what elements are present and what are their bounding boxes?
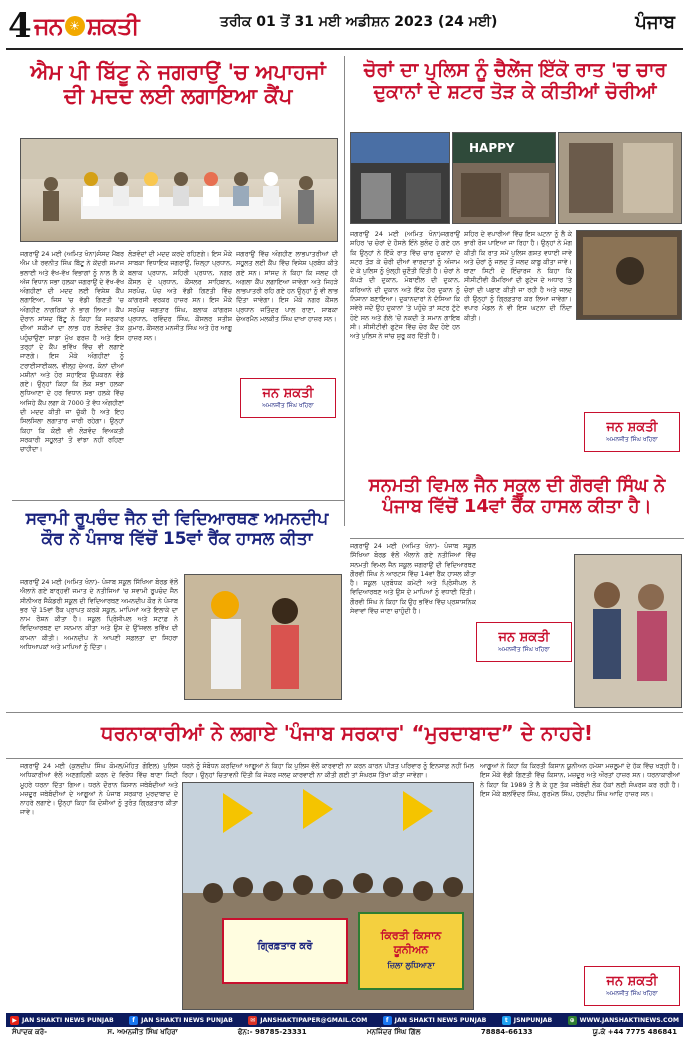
issue-date: ਤਰੀਕ 01 ਤੋਂ 31 ਮਈ ਅਡੀਸ਼ਨ 2023 (24 ਮਈ) bbox=[220, 14, 498, 30]
jan-shakti-stamp-2 bbox=[584, 412, 680, 452]
social-label: JAN SHAKTI NEWS PUNJAB bbox=[394, 1016, 487, 1024]
stamp-sub-2: ਅਮਨਜੀਤ ਸਿੰਘ ਖਹਿਰਾ bbox=[606, 436, 658, 443]
email-icon: ✉ bbox=[250, 1016, 256, 1024]
credit-editor-name: ਸ. ਅਮਨਜੀਤ ਸਿੰਘ ਖਹਿਰਾ bbox=[107, 1028, 178, 1036]
story3-body: ਜਗਰਾਉਂ 24 ਮਈ (ਅਮਿਤ ਖੰਨਾ)- ਪੰਜਾਬ ਸਕੂਲ ਸਿੱਖਿਆ ਬੋਰਡ ਵੱਲੋਂ ਐਲਾਨੇ ਗਏ ਬਾਰ੍ਹਵੀਂ ਜਮਾਤ ਦੇ ਨਤੀਜਿਆਂ 'ਚ ਸਵਾਮੀ ਰੂਪਚੰਦ ਜੈਨ ਸੀਨੀਅਰ ਸੈਕੰਡਰੀ ਸਕੂਲ ਦੀ ਵਿਦਿਆਰਥਣ ਅਮਨਦੀਪ ਕੌਰ ਨੇ ਪੰਜਾਬ ਭਰ 'ਚੋਂ 15ਵਾਂ ਰੈਂਕ ਪ੍ਰਾਪਤ ਕਰਕੇ ਸਕੂਲ, ਮਾਪਿਆਂ ਅਤੇ ਇਲਾਕੇ ਦਾ ਨਾਮ ਰੌਸ਼ਨ ਕੀਤਾ ਹੈ। ਸਕੂਲ ਪ੍ਰਿੰਸੀਪਲ ਅਤੇ ਸਟਾਫ਼ ਨੇ ਵਿਦਿਆਰਥਣ ਦਾ ਸਨਮਾਨ ਕੀਤਾ ਅਤੇ ਉਸ ਦੇ ਉੱਜਵਲ ਭਵਿੱਖ ਦੀ ਕਾਮਨਾ ਕੀਤੀ। ਅਮਨਦੀਪ ਨੇ ਆਪਣੀ ਸਫ਼ਲਤਾ ਦਾ ਸਿਹਰਾ ਅਧਿਆਪਕਾਂ ਅਤੇ ਮਾਪਿਆਂ ਨੂੰ ਦਿੱਤਾ। bbox=[20, 578, 178, 652]
social-label: JAN SHAKTI NEWS PUNJAB bbox=[141, 1016, 233, 1024]
social-facebook[interactable] bbox=[129, 1016, 233, 1025]
story4-body: ਜਗਰਾਉਂ 24 ਮਈ (ਅਮਿਤ ਖੰਨਾ)- ਪੰਜਾਬ ਸਕੂਲ ਸਿੱਖਿਆ ਬੋਰਡ ਵੱਲੋਂ ਐਲਾਨੇ ਗਏ ਨਤੀਜਿਆਂ ਵਿੱਚ ਸਨਮਤੀ ਵਿਮਲ ਜੈਨ ਸਕੂਲ ਜਗਰਾਉਂ ਦੀ ਵਿਦਿਆਰਥਣ ਗੌਰਵੀ ਸਿੰਘ ਨੇ ਆਰਟਸ ਵਿੱਚ 14ਵਾਂ ਰੈਂਕ ਹਾਸਲ ਕੀਤਾ ਹੈ। ਸਕੂਲ ਪ੍ਰਬੰਧਕ ਕਮੇਟੀ ਅਤੇ ਪ੍ਰਿੰਸੀਪਲ ਨੇ ਵਿਦਿਆਰਥਣ ਅਤੇ ਉਸ ਦੇ ਮਾਪਿਆਂ ਨੂੰ ਵਧਾਈ ਦਿੱਤੀ। ਗੌਰਵੀ ਸਿੰਘ ਨੇ ਕਿਹਾ ਕਿ ਉਹ ਭਵਿੱਖ ਵਿੱਚ ਪ੍ਰਸ਼ਾਸਨਿਕ ਸੇਵਾਵਾਂ ਵਿੱਚ ਜਾਣਾ ਚਾਹੁੰਦੀ ਹੈ। bbox=[350, 542, 476, 616]
social-label: JANSHAKTIPAPER@GMAIL.COM bbox=[260, 1016, 368, 1024]
story5-banner-text: ਕਿਰਤੀ ਕਿਸਾਨ ਯੂਨੀਅਨ bbox=[380, 929, 442, 956]
story5-banner-sub: ਜ਼ਿਲਾ ਲੁਧਿਆਣਾ bbox=[387, 961, 435, 970]
footer-credits bbox=[6, 1028, 683, 1040]
column-divider bbox=[344, 56, 345, 526]
story2-photo-interior bbox=[558, 132, 682, 224]
section-divider bbox=[12, 500, 344, 501]
social-label: WWW.JANSHAKTINEWS.COM bbox=[579, 1016, 679, 1024]
jan-shakti-stamp bbox=[240, 378, 336, 418]
social-website[interactable] bbox=[568, 1016, 679, 1025]
story3-headline bbox=[12, 510, 342, 549]
story4-headline-line2: ਪੰਜਾਬ ਵਿੱਚੋਂ 14ਵਾਂ ਰੈਂਕ ਹਾਸਲ ਕੀਤਾ ਹੈ। bbox=[382, 495, 652, 517]
footer-social-bar bbox=[6, 1013, 683, 1027]
story2-body-col1: ਜਗਰਾਉਂ 24 ਮਈ (ਅਮਿਤ ਖੰਨਾ)ਜਗਰਾਉਂ ਸ਼ਹਿਰ 'ਚ ਚੋਰਾਂ ਦੇ ਹੌਸਲੇ ਇੰਨੇ ਬੁਲੰਦ ਹੋ ਗਏ ਹਨ ਕਿ ਉਨ੍ਹਾਂ ਨੇ ਇੱਕੋ ਰਾਤ ਵਿੱਚ ਚਾਰ ਦੁਕਾਨਾਂ ਦੇ ਸ਼ਟਰ ਤੋੜ ਕੇ ਚੋਰੀ ਦੀਆਂ ਵਾਰਦਾਤਾਂ ਨੂੰ ਅੰਜਾਮ ਦੇ ਕੇ ਪੁਲਿਸ ਨੂੰ ਖੁੱਲ੍ਹੀ ਚੁਣੌਤੀ ਦਿੱਤੀ ਹੈ। ਚੋਰਾਂ ਨੇ ਕੱਪੜੇ ਦੀ ਦੁਕਾਨ, ਮੋਬਾਈਲ ਦੀ ਦੁਕਾਨ, ਕਰਿਆਨੇ ਦੀ ਦੁਕਾਨ ਅਤੇ ਇੱਕ ਹੋਰ ਦੁਕਾਨ ਨੂੰ ਨਿਸ਼ਾਨਾ ਬਣਾਇਆ। ਦੁਕਾਨਦਾਰਾਂ ਨੇ ਦੱਸਿਆ ਕਿ ਸਵੇਰੇ ਜਦੋਂ ਉਹ ਦੁਕਾਨਾਂ 'ਤੇ ਪਹੁੰਚੇ ਤਾਂ ਸ਼ਟਰ ਟੁੱਟੇ ਹੋਏ ਸਨ ਅਤੇ ਗੱਲੇ 'ਚੋਂ ਨਕਦੀ ਤੇ ਸਮਾਨ ਗਾਇਬ ਸੀ। ਸੀਸੀਟੀਵੀ ਫੁਟੇਜ ਵਿੱਚ ਚੋਰ ਕੈਦ ਹੋਏ ਹਨ ਅਤੇ ਪੁਲਿਸ ਨੇ ਜਾਂਚ ਸ਼ੁਰੂ ਕਰ ਦਿੱਤੀ ਹੈ। bbox=[350, 230, 460, 341]
credit-uk-phone: ਯੂ.ਕੇ +44 7775 486841 bbox=[592, 1028, 677, 1036]
story1-body-col2: ਲੋੜਵੰਦਾਂ ਦੀ ਮਦਦ ਕਰਦੇ ਰਹਿਣਗੇ। ਇਸ ਮੌਕੇ ਸਾਬਕਾ ਵਿਧਾਇਕ ਜਗਰਾਉਂ, ਜ਼ਿਲ੍ਹਾ ਪ੍ਰਧਾਨ, ਬਲਾਕ ਪ੍ਰਧਾਨ, ਸ਼ਹਿਰੀ ਪ੍ਰਧਾਨ, ਨਗਰ ਕੌਂਸਲ ਦੇ ਪ੍ਰਧਾਨ, ਕੌਂਸਲਰ ਸਾਹਿਬਾਨ, ਸਰਪੰਚ, ਪੰਚ ਅਤੇ ਵੱਡੀ ਗਿਣਤੀ ਵਿੱਚ ਕਾਂਗਰਸੀ ਵਰਕਰ ਹਾਜ਼ਰ ਸਨ। ਇਸ ਮੌਕੇ ਸਰਪੰਚ ਜਗਤਾਰ ਸਿੰਘ, ਬਲਾਕ ਕਾਂਗਰਸ ਪ੍ਰਧਾਨ, ਰਵਿੰਦਰ ਸਿੰਘ, ਕੌਂਸਲਰ ਸਤੀਸ਼ ਕੁਮਾਰ, ਕੌਂਸਲਰ ਮਨਜੀਤ ਸਿੰਘ ਅਤੇ ਹੋਰ ਆਗੂ ਹਾਜ਼ਰ ਸਨ। bbox=[128, 250, 232, 342]
social-twitter[interactable] bbox=[502, 1016, 552, 1025]
section-name: ਪੰਜਾਬ bbox=[635, 12, 675, 33]
story3-photo bbox=[184, 574, 342, 700]
masthead bbox=[6, 4, 683, 50]
paper-logo bbox=[34, 10, 139, 42]
page-number: 4 bbox=[8, 6, 32, 46]
story2-body-col2: ਸ਼ਹਿਰ ਦੇ ਵਪਾਰੀਆਂ ਵਿੱਚ ਇਸ ਘਟਨਾ ਨੂੰ ਲੈ ਕੇ ਭਾਰੀ ਰੋਸ ਪਾਇਆ ਜਾ ਰਿਹਾ ਹੈ। ਉਨ੍ਹਾਂ ਨੇ ਮੰਗ ਕੀਤੀ ਕਿ ਰਾਤ ਸਮੇਂ ਪੁਲਿਸ ਗਸ਼ਤ ਵਧਾਈ ਜਾਵੇ ਅਤੇ ਚੋਰਾਂ ਨੂੰ ਜਲਦ ਤੋਂ ਜਲਦ ਕਾਬੂ ਕੀਤਾ ਜਾਵੇ। ਥਾਣਾ ਸਿਟੀ ਦੇ ਇੰਚਾਰਜ ਨੇ ਕਿਹਾ ਕਿ ਸੀਸੀਟੀਵੀ ਕੈਮਰਿਆਂ ਦੀ ਫੁਟੇਜ ਦੇ ਅਧਾਰ 'ਤੇ ਚੋਰਾਂ ਦੀ ਪਛਾਣ ਕੀਤੀ ਜਾ ਰਹੀ ਹੈ ਅਤੇ ਜਲਦ ਹੀ ਉਨ੍ਹਾਂ ਨੂੰ ਗ੍ਰਿਫ਼ਤਾਰ ਕਰ ਲਿਆ ਜਾਵੇਗਾ। ਵਪਾਰ ਮੰਡਲ ਨੇ ਵੀ ਇਸ ਘਟਨਾ ਦੀ ਨਿੰਦਾ ਕੀਤੀ। bbox=[464, 230, 572, 322]
stamp-sub: ਅਮਨਜੀਤ ਸਿੰਘ ਖਹਿਰਾ bbox=[262, 402, 314, 409]
social-label: JAN SHAKTI NEWS PUNJAB bbox=[22, 1016, 114, 1024]
story5-body-col3: ਆਗੂਆਂ ਨੇ ਕਿਹਾ ਕਿ ਕਿਰਤੀ ਕਿਸਾਨ ਯੂਨੀਅਨ ਹਮੇਸ਼ਾ ਮਜ਼ਲੂਮਾਂ ਦੇ ਹੱਕ ਵਿੱਚ ਖੜ੍ਹੀ ਹੈ। ਇਸ ਮੌਕੇ ਵੱਡੀ ਗਿਣਤੀ ਵਿੱਚ ਕਿਸਾਨ, ਮਜ਼ਦੂਰ ਅਤੇ ਔਰਤਾਂ ਹਾਜ਼ਰ ਸਨ। ਧਰਨਾਕਾਰੀਆਂ ਨੇ ਕਿਹਾ ਕਿ 1989 ਤੋਂ ਲੈ ਕੇ ਹੁਣ ਤੱਕ ਜਥੇਬੰਦੀ ਲੋਕ ਹੱਕਾਂ ਲਈ ਸੰਘਰਸ਼ ਕਰ ਰਹੀ ਹੈ। ਇਸ ਮੌਕੇ ਬਲਵਿੰਦਰ ਸਿੰਘ, ਗੁਰਮੇਲ ਸਿੰਘ, ਹਰਦੀਪ ਸਿੰਘ ਆਦਿ ਹਾਜ਼ਰ ਸਨ। bbox=[480, 762, 680, 798]
story1-body-col3: ਜਗਰਾਉਂ ਵਿੱਚ ਅੰਗਹੀਣ ਲਾਭਪਾਤਰੀਆਂ ਦੀ ਸਹੂਲਤ ਲਈ ਕੈਂਪ ਵਿੱਚ ਵਿਸ਼ੇਸ਼ ਪ੍ਰਬੰਧ ਕੀਤੇ ਗਏ ਸਨ। ਸਾਂਸਦ ਨੇ ਕਿਹਾ ਕਿ ਜਲਦ ਹੀ ਅਗਲਾ ਕੈਂਪ ਲਗਾਇਆ ਜਾਵੇਗਾ ਅਤੇ ਜਿਹੜੇ ਲਾਭਪਾਤਰੀ ਰਹਿ ਗਏ ਹਨ ਉਨ੍ਹਾਂ ਨੂੰ ਵੀ ਲਾਭ ਦਿੱਤਾ ਜਾਵੇਗਾ। ਇਸ ਮੌਕੇ ਨਗਰ ਕੌਂਸਲ ਪ੍ਰਧਾਨ ਜਤਿੰਦਰ ਪਾਲ ਰਾਣਾ, ਸਾਬਕਾ ਚੇਅਰਮੈਨ ਮਲਕੀਤ ਸਿੰਘ ਦਾਖਾ ਹਾਜ਼ਰ ਸਨ। bbox=[236, 250, 338, 324]
bottom-section-divider bbox=[6, 712, 683, 713]
stamp-sub-3: ਅਮਨਜੀਤ ਸਿੰਘ ਖਹਿਰਾ bbox=[498, 646, 550, 653]
story3-headline-line1: ਸਵਾਮੀ ਰੂਪਚੰਦ ਜੈਨ ਦੀ ਵਿਦਿਆਰਥਣ ਅਮਨਦੀਪ bbox=[25, 509, 329, 529]
story4-headline bbox=[350, 476, 684, 517]
story2-photo-cctv bbox=[576, 230, 682, 320]
story2-headline-line1: ਚੋਰਾਂ ਦਾ ਪੁਲਿਸ ਨੂੰ ਚੈਲੇਂਜ ਇੱਕੋ ਰਾਤ 'ਚ ਚਾਰ bbox=[363, 59, 667, 81]
story2-photo-happy bbox=[452, 132, 556, 224]
twitter-icon: t bbox=[502, 1016, 511, 1025]
story1-body-col1: ਜਗਰਾਉਂ 24 ਮਈ (ਅਮਿਤ ਖੰਨਾ)ਸੰਸਦ ਮੈਂਬਰ ਐਮ ਪੀ ਰਵਨੀਤ ਸਿੰਘ ਬਿੱਟੂ ਨੇ ਕੇਂਦਰੀ ਸਮਾਜ ਭਲਾਈ ਅਤੇ ਵੱਖ-ਵੱਖ ਵਿਭਾਗਾਂ ਨੂੰ ਨਾਲ ਲੈ ਕੇ ਅੱਜ ਵਿਧਾਨ ਸਭਾ ਹਲਕਾ ਜਗਰਾਉਂ ਦੇ ਵੱਖ-ਵੱਖ ਅੰਗਹੀਣਾਂ ਦੀ ਮਦਦ ਲਈ ਵਿਸ਼ੇਸ਼ ਕੈਂਪ ਲਗਾਇਆ, ਜਿਸ 'ਚ ਵੱਡੀ ਗਿਣਤੀ 'ਚ ਅੰਗਹੀਣ ਨਾਗਰਿਕਾਂ ਨੇ ਭਾਗ ਲਿਆ। ਕੈਂਪ ਦੌਰਾਨ ਸਾਂਸਦ ਬਿੱਟੂ ਨੇ ਕਿਹਾ ਕਿ ਸਰਕਾਰ ਦੀਆਂ ਸਕੀਮਾਂ ਦਾ ਲਾਭ ਹਰ ਲੋੜਵੰਦ ਤੱਕ ਪਹੁੰਚਾਉਣਾ ਸਾਡਾ ਮੁੱਖ ਫਰਜ਼ ਹੈ ਅਤੇ ਇਸ ਤਰ੍ਹਾਂ ਦੇ ਕੈਂਪ ਭਵਿੱਖ ਵਿੱਚ ਵੀ ਲਗਾਏ ਜਾਣਗੇ। ਇਸ ਮੌਕੇ ਅੰਗਹੀਣਾਂ ਨੂੰ ਟਰਾਈਸਾਈਕਲ, ਵੀਲ੍ਹ ਚੇਅਰ, ਕੰਨਾਂ ਦੀਆਂ ਮਸ਼ੀਨਾਂ ਅਤੇ ਹੋਰ ਸਹਾਇਕ ਉਪਕਰਨ ਵੰਡੇ ਗਏ। ਉਨ੍ਹਾਂ ਕਿਹਾ ਕਿ ਲੋਕ ਸਭਾ ਹਲਕਾ ਲੁਧਿਆਣਾ ਦੇ ਹਰ ਵਿਧਾਨ ਸਭਾ ਹਲਕੇ ਵਿੱਚ ਅਜਿਹੇ ਕੈਂਪ ਲਗਾ ਕੇ 7000 ਤੋਂ ਵੱਧ ਅੰਗਹੀਣਾਂ ਦੀ ਮਦਦ ਕੀਤੀ ਜਾ ਚੁੱਕੀ ਹੈ ਅਤੇ ਇਹ ਸਿਲਸਿਲਾ ਲਗਾਤਾਰ ਜਾਰੀ ਰਹੇਗਾ। ਉਨ੍ਹਾਂ ਕਿਹਾ ਕਿ ਕੋਈ ਵੀ ਲੋੜਵੰਦ ਵਿਅਕਤੀ ਸਰਕਾਰੀ ਸਹੂਲਤਾਂ ਤੋਂ ਵਾਂਝਾ ਨਹੀਂ ਰਹਿਣਾ ਚਾਹੀਦਾ। bbox=[20, 250, 124, 454]
story5-headline: ਧਰਨਾਕਾਰੀਆਂ ਨੇ ਲਗਾਏ 'ਪੰਜਾਬ ਸਰਕਾਰ' “ਮੁਰਦਾਬਾਦ” ਦੇ ਨਾਹਰੇ! bbox=[101, 721, 593, 745]
stamp-sub-4: ਅਮਨਜੀਤ ਸਿੰਘ ਖਹਿਰਾ bbox=[606, 990, 658, 997]
story2-photo-shop bbox=[350, 132, 450, 224]
story4-divider bbox=[350, 538, 684, 539]
sun-icon: ☀ bbox=[65, 16, 85, 36]
story2-shop-sign: HAPPY bbox=[469, 141, 515, 155]
stamp-word: ਜਨ ਸ਼ਕਤੀ bbox=[262, 386, 314, 401]
facebook-icon: f bbox=[129, 1016, 138, 1025]
story5-body-col2: ਧਰਨੇ ਨੂੰ ਸੰਬੋਧਨ ਕਰਦਿਆਂ ਆਗੂਆਂ ਨੇ ਕਿਹਾ ਕਿ ਪੁਲਿਸ ਵੱਲੋਂ ਕਾਰਵਾਈ ਨਾ ਕਰਨ ਕਾਰਨ ਪੀੜਤ ਪਰਿਵਾਰ ਨੂੰ ਇਨਸਾਫ਼ ਨਹੀਂ ਮਿਲ ਰਿਹਾ। ਉਨ੍ਹਾਂ ਚਿਤਾਵਨੀ ਦਿੱਤੀ ਕਿ ਜੇਕਰ ਜਲਦ ਕਾਰਵਾਈ ਨਾ ਕੀਤੀ ਗਈ ਤਾਂ ਸੰਘਰਸ਼ ਤਿੱਖਾ ਕੀਤਾ ਜਾਵੇਗਾ। bbox=[182, 762, 474, 780]
youtube-icon: ▶ bbox=[10, 1016, 19, 1025]
story5-body-col1: ਜਗਰਾਉਂ 24 ਮਈ (ਕੁਲਦੀਪ ਸਿੰਘ ਕੋਮਲ/ਮੋਹਿਤ ਗੋਇਲ) ਪੁਲਿਸ ਅਧਿਕਾਰੀਆਂ ਵੱਲੋਂ ਅਣਗਹਿਲੀ ਕਰਨ ਦੇ ਵਿਰੋਧ ਵਿੱਚ ਥਾਣਾ ਸਿਟੀ ਮੂਹਰੇ ਧਰਨਾ ਦਿੱਤਾ ਗਿਆ। ਧਰਨੇ ਦੌਰਾਨ ਕਿਸਾਨ ਜਥੇਬੰਦੀਆਂ ਅਤੇ ਮਜ਼ਦੂਰ ਜਥੇਬੰਦੀਆਂ ਦੇ ਆਗੂਆਂ ਨੇ ਪੰਜਾਬ ਸਰਕਾਰ ਮੁਰਦਾਬਾਦ ਦੇ ਨਾਹਰੇ ਲਗਾਏ। ਉਨ੍ਹਾਂ ਕਿਹਾ ਕਿ ਦੋਸ਼ੀਆਂ ਨੂੰ ਤੁਰੰਤ ਗ੍ਰਿਫ਼ਤਾਰ ਕੀਤਾ ਜਾਵੇ। bbox=[20, 762, 178, 817]
credit-phone: ਫੋਨ:- 98785-23331 bbox=[237, 1028, 307, 1036]
web-icon: ⊕ bbox=[569, 1016, 575, 1024]
story4-headline-line1: ਸਨਮਤੀ ਵਿਮਲ ਜੈਨ ਸਕੂਲ ਦੀ ਗੌਰਵੀ ਸਿੰਘ ਨੇ bbox=[368, 475, 666, 496]
credit-phone-2: 78884-66133 bbox=[480, 1028, 533, 1036]
paper-name-2: ਸ਼ਕਤੀ bbox=[86, 12, 139, 40]
story4-photo bbox=[574, 554, 682, 708]
story3-headline-line2: ਕੌਰ ਨੇ ਪੰਜਾਬ ਵਿੱਚੋਂ 15ਵਾਂ ਰੈਂਕ ਹਾਸਲ ਕੀਤਾ bbox=[41, 528, 313, 549]
story2-headline-line2: ਦੁਕਾਨਾਂ ਦੇ ਸ਼ਟਰ ਤੋੜ ਕੇ ਕੀਤੀਆਂ ਚੋਰੀਆਂ bbox=[373, 80, 657, 103]
paper-name: ਜਨ bbox=[34, 12, 63, 40]
story1-headline-line2: ਦੀ ਮਦਦ ਲਈ ਲਗਾਇਆ ਕੈਂਪ bbox=[63, 84, 293, 109]
stamp-word-2: ਜਨ ਸ਼ਕਤੀ bbox=[606, 420, 658, 435]
story5-banner-left: ਗ੍ਰਿਫ਼ਤਾਰ ਕਰੋ bbox=[257, 941, 313, 952]
social-email[interactable] bbox=[248, 1016, 367, 1025]
social-facebook-2[interactable] bbox=[383, 1016, 487, 1025]
social-youtube[interactable] bbox=[10, 1016, 114, 1025]
facebook-icon: f bbox=[383, 1016, 392, 1025]
jan-shakti-stamp-4 bbox=[584, 966, 680, 1006]
stamp-word-3: ਜਨ ਸ਼ਕਤੀ bbox=[498, 630, 550, 645]
story1-photo bbox=[20, 138, 338, 242]
jan-shakti-stamp-3 bbox=[476, 622, 572, 662]
story5-divider bbox=[6, 758, 683, 759]
story5-photo bbox=[182, 782, 474, 1010]
credit-name-2: ਮਨਜਿੰਦਰ ਸਿੰਘ ਗਿੱਲ bbox=[366, 1028, 421, 1036]
story2-headline bbox=[348, 60, 682, 104]
story1-headline-line1: ਐਮ ਪੀ ਬਿੱਟੂ ਨੇ ਜਗਰਾਉਂ 'ਚ ਅਪਾਹਜਾਂ bbox=[30, 60, 326, 84]
social-label: JSNPUNJAB bbox=[513, 1016, 553, 1024]
story1-headline bbox=[12, 60, 344, 108]
stamp-word-4: ਜਨ ਸ਼ਕਤੀ bbox=[606, 974, 658, 989]
credit-editor-label: ਸੰਪਾਦਕ ਕਰੋ- bbox=[12, 1028, 48, 1036]
